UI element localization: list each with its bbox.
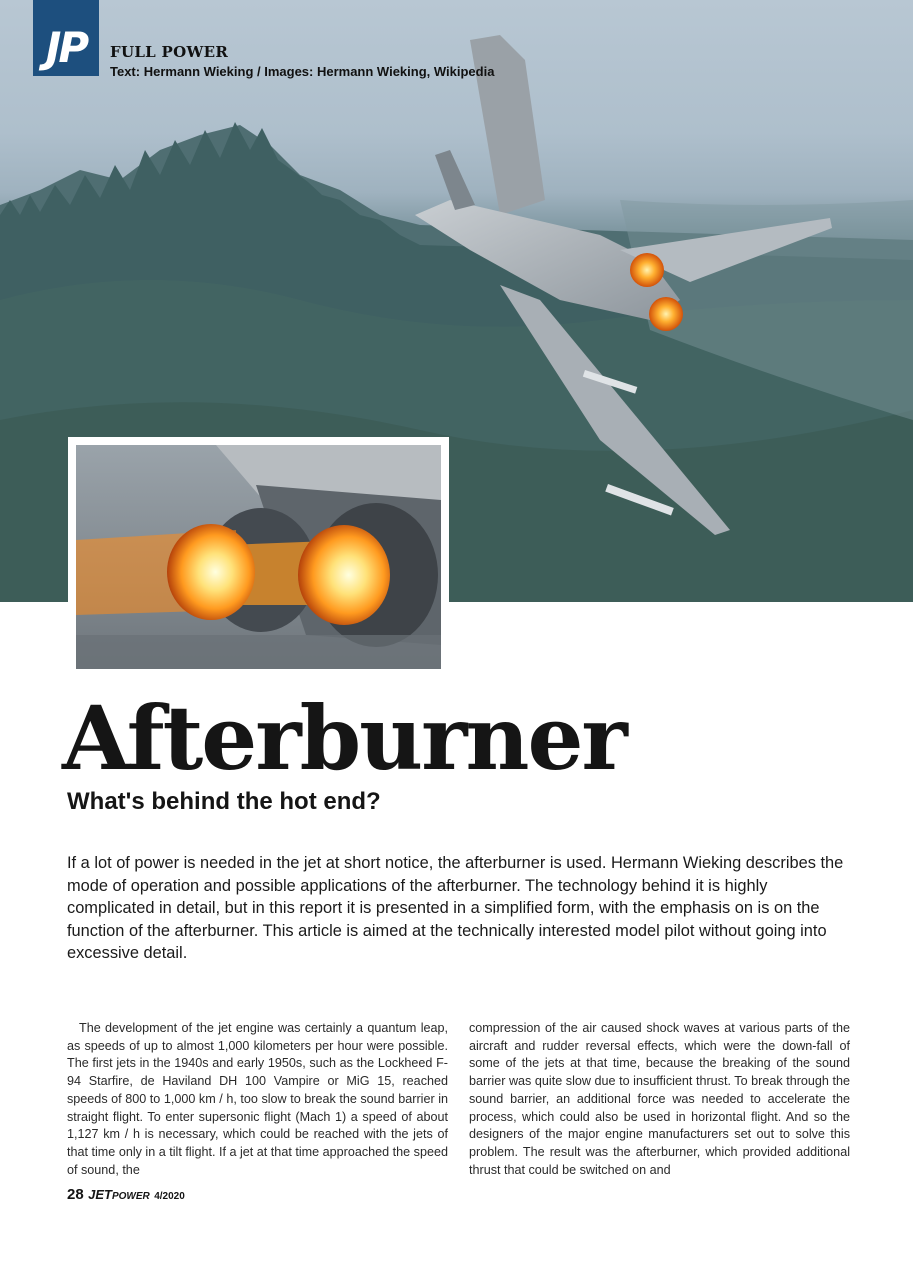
inset-photo-frame [68, 437, 449, 677]
inset-photo-illustration [76, 445, 441, 669]
magazine-name-jet: JET [88, 1187, 112, 1202]
page-number: 28 [67, 1186, 84, 1203]
inset-photo [76, 445, 441, 669]
page-footer [67, 1186, 185, 1204]
magazine-name-power: POWER [111, 1191, 150, 1202]
body-column-right: compression of the air caused shock waves at various parts of the aircraft and rudder reversal effects, which were the down-fall of some of the jets at that time, because the breaking of the sound barrier was quite slow due to insufficient thrust. To break through the sound barrier, an additional force was needed to accelerate the process, which could also be used in horizontal flight. And so the designers of the major engine manufacturers set out to solve this problem. The result was the afterburner, which provided additional thrust that could be switched on and [469, 1021, 850, 1177]
magazine-logo [33, 0, 99, 76]
section-label: FULL POWER [110, 43, 229, 61]
issue-number: 4/2020 [154, 1191, 185, 1202]
article-intro: If a lot of power is needed in the jet at short notice, the afterburner is used. Hermann Wieking describes the mode of operation and possible applications of the afterburner. The technology behind it is highly complicated in detail, but in this report it is presented in a simplified form, with the emphasis on is on the function of the afterburner. This article is aimed at the technically interested model pilot without going into excessive detail. [67, 854, 844, 962]
article-title: Afterburner [62, 686, 626, 790]
credits-line: Text: Hermann Wieking / Images: Hermann Wieking, Wikipedia [110, 64, 495, 79]
logo-text: JP [45, 23, 87, 72]
article-subtitle: What's behind the hot end? [67, 788, 381, 815]
body-column-left: The development of the jet engine was certainly a quantum leap, as speeds of up to almost 1,000 kilometers per hour were possible. The first jets in the 1940s and early 1950s, such as the Lockheed F-94 Starfire, de Haviland DH 100 Vampire or MiG 15, reached speeds of 800 to 1,000 km / h, too slow to break the sound barrier in straight flight. To enter supersonic flight (Mach 1) a speed of about 1,127 km / h is necessary, which could be reached with the jets of that time only in a tilt flight. If a jet at that time approached the speed of sound, the [67, 1021, 448, 1177]
